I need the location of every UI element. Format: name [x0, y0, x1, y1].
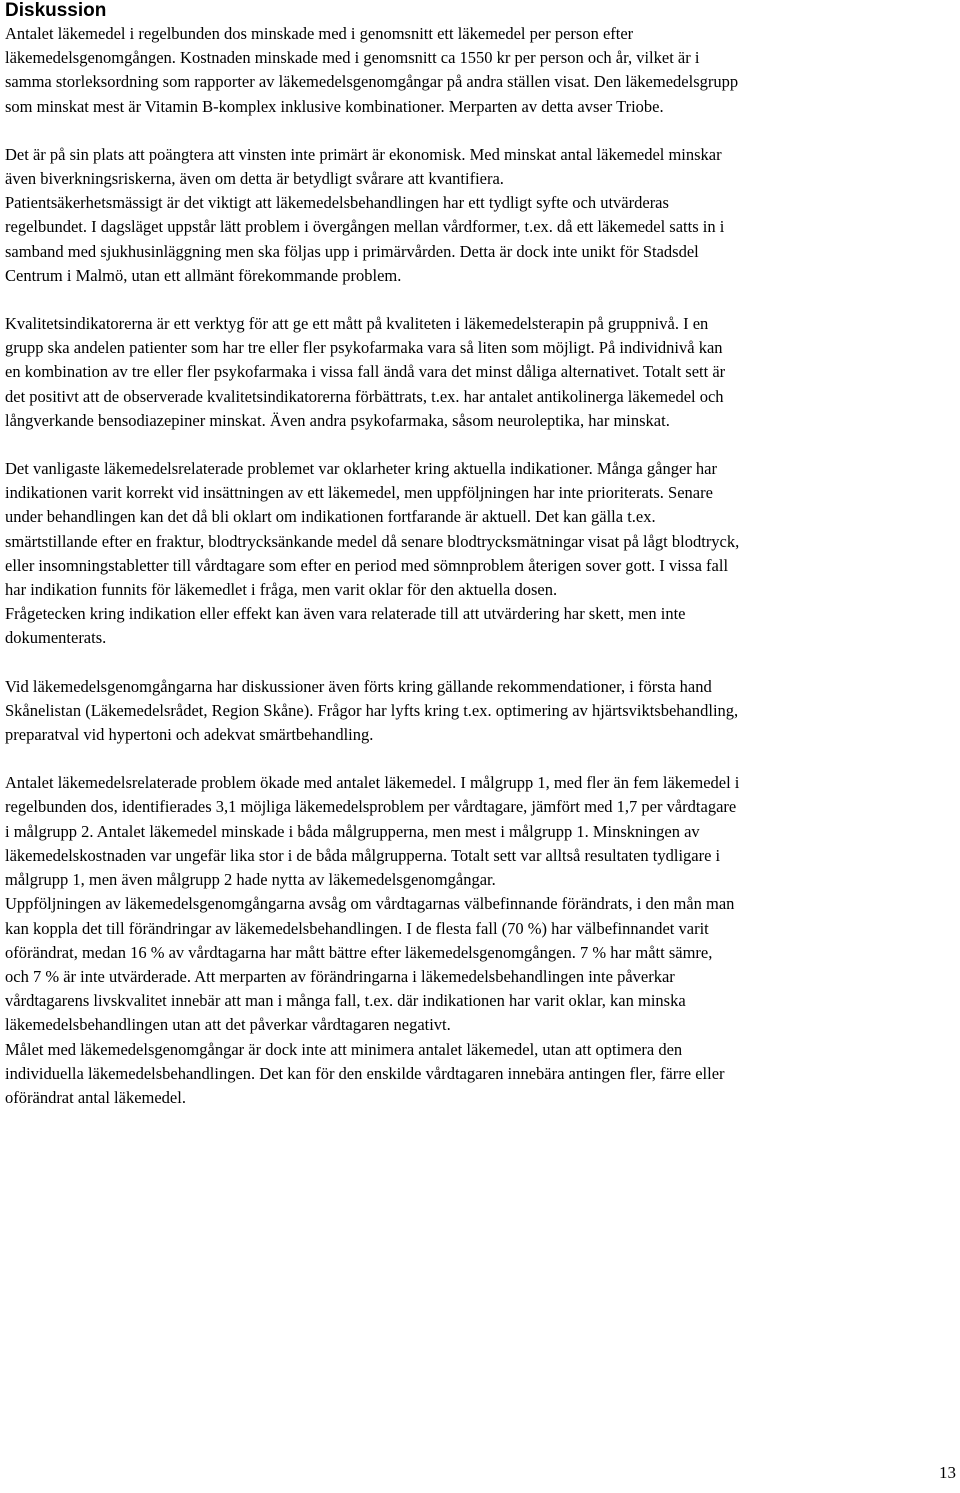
text-line: målgrupp 1, men även målgrupp 2 hade nytta av läkemedelsgenomgångar. [5, 870, 496, 890]
text-line: Målet med läkemedelsgenomgångar är dock inte att minimera antalet läkemedel, utan att optimera den [5, 1039, 683, 1059]
page-number: 13 [939, 1463, 956, 1482]
text-line: även biverkningsriskerna, även om detta är betydligt svårare att kvantifiera. [5, 169, 504, 189]
text-line: Centrum i Malmö, utan ett allmänt förekommande problem. [5, 265, 402, 285]
text-line: Antalet läkemedel i regelbunden dos minskade med i genomsnitt ett läkemedel per person efter [5, 24, 634, 43]
paragraph-gap [5, 651, 957, 675]
text-line: läkemedelskostnaden var ungefär lika stor i de båda målgrupperna. Totalt sett var alltså resultaten tydligare i [5, 845, 721, 865]
text-line: som minskat mest är Vitamin B-komplex inklusive kombinationer. Merparten av detta avser Triobe. [5, 96, 664, 116]
paragraph-gap [5, 119, 957, 143]
paragraph-4 [5, 457, 957, 651]
text-line: i målgrupp 2. Antalet läkemedel minskade i båda målgrupperna, men mest i målgrupp 1. Minskningen av [5, 821, 700, 841]
text-line: regelbundet. I dagsläget uppstår lätt problem i övergången mellan vårdformer, t.ex. då ett läkemedel satts in i [5, 217, 725, 237]
paragraph-5 [5, 675, 957, 748]
text-line: eller insomningstabletter till vårdtagare som efter en period med sömnproblem återigen sover gott. I vissa fall [5, 555, 729, 575]
text-line: och 7 % är inte utvärderade. Att merparten av förändringarna i läkemedelsbehandlingen inte påverkar [5, 966, 675, 986]
text-line: Vid läkemedelsgenomgångarna har diskussioner även förts kring gällande rekommendationer, i första hand [5, 676, 712, 696]
text-line: individuella läkemedelsbehandlingen. Det kan för den enskilde vårdtagaren innebära antingen fler, färre eller [5, 1063, 725, 1083]
section-heading: Diskussion [5, 0, 107, 21]
text-line: oförändrat antal läkemedel. [5, 1087, 186, 1107]
text-line: Kvalitetsindikatorerna är ett verktyg för att ge ett mått på kvaliteten i läkemedelsterapin på gruppnivå. I en [5, 314, 709, 334]
text-line: indikationen varit korrekt vid insättningen av ett läkemedel, men uppföljningen har inte prioriterats. Senare [5, 483, 713, 503]
text-line: läkemedelsbehandlingen utan att det påverkar vårdtagaren negativt. [5, 1015, 451, 1035]
paragraph-6 [5, 771, 957, 1110]
text-line: Antalet läkemedelsrelaterade problem ökade med antalet läkemedel. I målgrupp 1, med fler än fem läkemedel i [5, 773, 740, 793]
text-line: samband med sjukhusinläggning men ska följas upp i primärvården. Detta är dock inte unikt för Stadsdel [5, 241, 699, 261]
text-line: oförändrat, medan 16 % av vårdtagarna har mått bättre efter läkemedelsgenomgången. 7 % har mått sämre, [5, 942, 713, 962]
text-line: Patientsäkerhetsmässigt är det viktigt att läkemedelsbehandlingen har ett tydligt syfte och utvärderas [5, 193, 669, 213]
text-line: smärtstillande efter en fraktur, blodtrycksänkande medel då senare blodtrycksmätningar visat på lågt blodtryck, [5, 531, 740, 551]
text-line: Det är på sin plats att poängtera att vinsten inte primärt är ekonomisk. Med minskat antal läkemedel minskar [5, 144, 722, 164]
text-line: har indikation funnits för läkemedlet i fråga, men varit oklar för den aktuella dosen. [5, 580, 558, 600]
text-line: en kombination av tre eller fler psykofarmaka i vissa fall ändå vara det minst dåliga alternativet. Totalt sett är [5, 362, 726, 382]
text-line: Det vanligaste läkemedelsrelaterade problemet var oklarheter kring aktuella indikationer. Många gånger har [5, 459, 717, 479]
text-line: samma storleksordning som rapporter av läkemedelsgenomgångar på andra ställen visat. Den läkemedelsgrupp [5, 72, 739, 92]
text-line: vårdtagarens livskvalitet innebär att man i många fall, t.ex. där indikationen har varit oklar, kan minska [5, 991, 686, 1011]
text-line: dokumenterats. [5, 628, 107, 648]
paragraph-1 [5, 22, 957, 119]
text-line: kan koppla det till förändringar av läkemedelsbehandlingen. I de flesta fall (70 %) har välbefinnandet varit [5, 918, 709, 938]
text-line: Skånelistan (Läkemedelsrådet, Region Skåne). Frågor har lyfts kring t.ex. optimering av hjärtsviktsbehandling, [5, 700, 739, 720]
text-line: regelbunden dos, identifierades 3,1 möjliga läkemedelsproblem per vårdtagare, jämfört med 1,7 per vårdtagare [5, 797, 737, 817]
text-line: det positivt att de observerade kvalitetsindikatorerna förbättrats, t.ex. har antalet antikolinerga läkemedel och [5, 386, 724, 406]
text-line: grupp ska andelen patienter som har tre eller fler psykofarmaka vara så liten som möjligt. På individnivå kan [5, 338, 723, 358]
paragraph-gap [5, 747, 957, 771]
paragraph-gap [5, 288, 957, 312]
text-line: Frågetecken kring indikation eller effekt kan även vara relaterade till att utvärdering har skett, men inte [5, 604, 686, 624]
text-line: preparatval vid hypertoni och adekvat smärtbehandling. [5, 725, 374, 745]
paragraph-2 [5, 143, 957, 288]
text-line: långverkande bensodiazepiner minskat. Även andra psykofarmaka, såsom neuroleptika, har minskat. [5, 410, 670, 430]
paragraph-gap [5, 433, 957, 457]
text-line: Uppföljningen av läkemedelsgenomgångarna avsåg om vårdtagarnas välbefinnande förändrats, i den mån man [5, 894, 735, 914]
text-line: under behandlingen kan det då bli oklart om indikationen fortfarande är aktuell. Det kan gälla t.ex. [5, 507, 656, 527]
document-page [5, 0, 957, 1110]
paragraph-3 [5, 312, 957, 433]
text-line: läkemedelsgenomgången. Kostnaden minskade med i genomsnitt ca 1550 kr per person och år, vilket är i [5, 48, 700, 68]
